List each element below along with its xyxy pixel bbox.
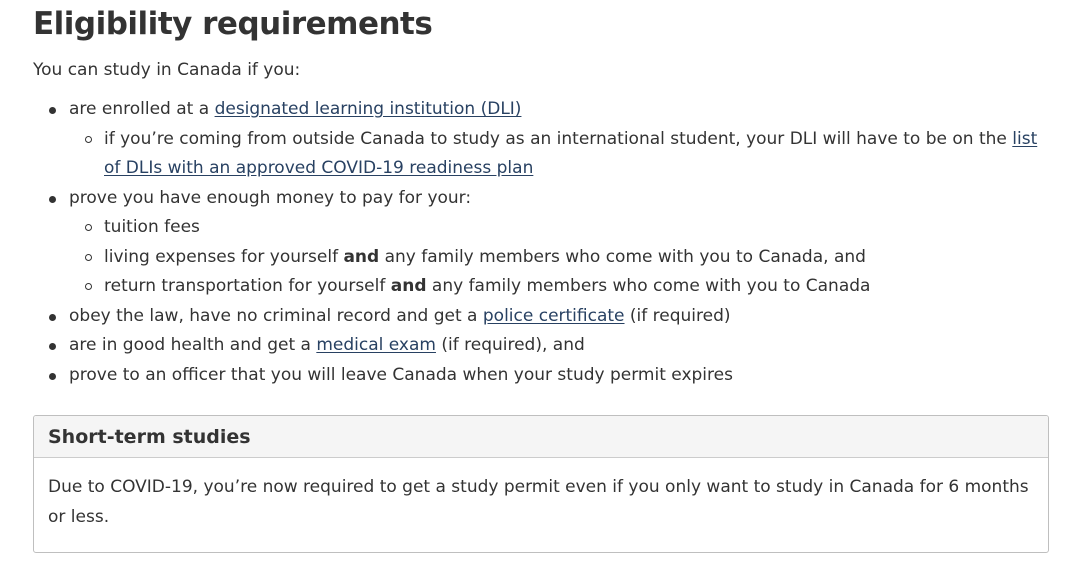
sub-item-transportation [69, 272, 1051, 302]
item-text: are in good health and get a [69, 335, 317, 355]
short-term-studies-panel [33, 415, 1049, 553]
panel-header [34, 416, 1048, 458]
item-text: (if required), and [435, 335, 585, 355]
medical-exam-link[interactable]: medical exam [316, 335, 436, 355]
sub-item-tuition [69, 213, 1051, 243]
bold-and: and [343, 246, 380, 267]
sub-item-living-expenses [69, 243, 1051, 273]
item-text: living expenses for yourself [104, 246, 344, 267]
police-certificate-link[interactable]: police certificate [482, 305, 625, 326]
list-item-dli [33, 95, 1051, 184]
circle-bullet-icon [85, 254, 92, 261]
item-text: (if required) [624, 305, 731, 326]
item-text: if you’re coming from outside Canada to study as an international student, your DLI will have to be on the [104, 128, 1013, 149]
sub-list [69, 213, 1051, 302]
item-text: prove to an officer that you will leave Canada when your study permit expires [69, 364, 733, 385]
eligibility-list [33, 95, 1051, 390]
item-text: tuition fees [104, 217, 200, 237]
dli-link[interactable]: designated learning institution (DLI) [214, 99, 522, 119]
item-text: prove you have enough money to pay for your: [69, 187, 472, 208]
panel-title: Short-term studies [48, 426, 251, 448]
item-text: are enrolled at a [69, 99, 215, 119]
list-item-health [33, 331, 1051, 361]
list-item-leave-canada [33, 361, 1051, 391]
item-text: any family members who come with you to Canada, and [379, 246, 866, 267]
sub-item-covid-plan [69, 125, 1051, 184]
bullet-icon [49, 196, 56, 203]
circle-bullet-icon [85, 136, 92, 143]
dli-list-link[interactable]: list of DLIs with an approved COVID-19 readiness plan [104, 128, 1038, 178]
bold-and: and [390, 276, 427, 296]
bullet-icon [49, 314, 56, 321]
item-text: return transportation for yourself [104, 276, 391, 296]
page-title: Eligibility requirements [33, 6, 433, 42]
sub-list [69, 125, 1051, 184]
list-item-law [33, 302, 1051, 332]
list-item-money [33, 184, 1051, 302]
panel-body: Due to COVID-19, you’re now required to get a study permit even if you only want to study in Canada for 6 months or less. [48, 477, 1029, 527]
bullet-icon [49, 343, 56, 350]
item-text: any family members who come with you to Canada [426, 276, 871, 296]
circle-bullet-icon [85, 224, 92, 231]
circle-bullet-icon [85, 283, 92, 290]
intro-text: You can study in Canada if you: [33, 60, 301, 80]
item-text: obey the law, have no criminal record and get a [69, 305, 483, 326]
bullet-icon [49, 373, 56, 380]
bullet-icon [49, 107, 56, 114]
